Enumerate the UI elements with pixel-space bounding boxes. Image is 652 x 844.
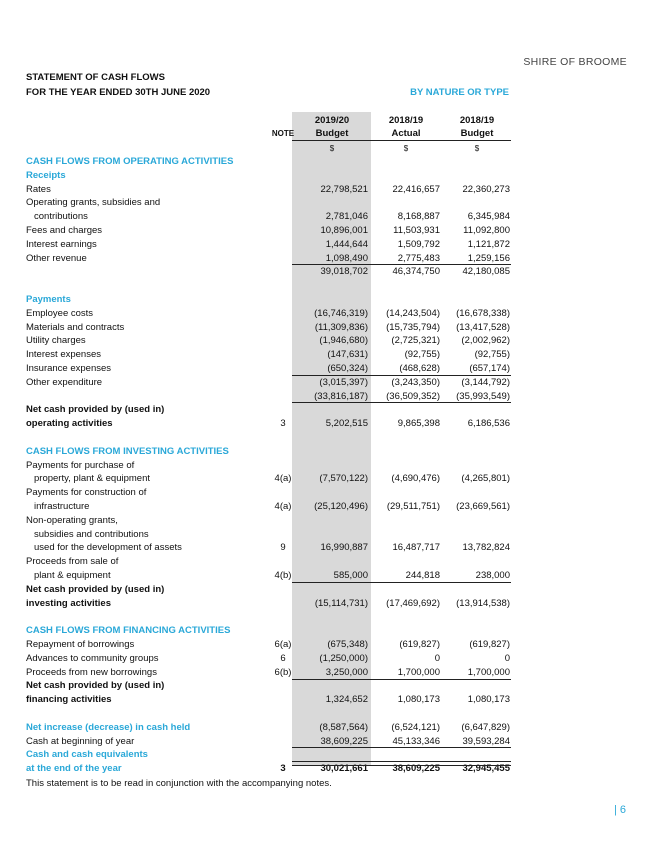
- value-2019-20-budget: 38,609,225: [320, 735, 368, 747]
- value-2018-19-budget: 1,080,173: [467, 694, 510, 706]
- table-row: [26, 334, 512, 348]
- value-2018-19-actual: 22,416,657: [392, 183, 440, 195]
- row-label: Net cash provided by (used in): [26, 583, 165, 595]
- subtotal-line-investing: [292, 582, 511, 583]
- row-label: operating activities: [26, 418, 113, 430]
- value-2019-20-budget: (1,250,000): [319, 652, 368, 664]
- table-row: [26, 293, 512, 307]
- value-2018-19-actual: (3,243,350): [391, 376, 440, 388]
- value-2018-19-actual: 11,503,931: [393, 225, 440, 236]
- row-note: 4(b): [274, 570, 292, 581]
- value-2019-20-budget: (3,015,397): [319, 376, 368, 388]
- value-2018-19-budget: 13,782,824: [462, 542, 510, 554]
- statement-title: STATEMENT OF CASH FLOWS: [26, 72, 165, 83]
- table-row: [26, 362, 512, 376]
- header-underline: [292, 140, 511, 141]
- value-2018-19-budget: (6,647,829): [461, 721, 510, 733]
- row-label: Net cash provided by (used in): [26, 680, 165, 692]
- table-row: [26, 155, 512, 169]
- table-row: [26, 196, 512, 210]
- value-2019-20-budget: 1,098,490: [325, 252, 368, 264]
- col2-type: Actual: [391, 128, 421, 139]
- table-row: [26, 610, 512, 624]
- row-label: subsidies and contributions: [34, 528, 149, 540]
- table-row: [26, 555, 512, 569]
- table-row: [26, 541, 512, 555]
- value-2018-19-budget: (619,827): [469, 639, 510, 650]
- value-2018-19-actual: 46,374,750: [392, 266, 440, 278]
- value-2019-20-budget: (25,120,496): [314, 501, 368, 512]
- row-label: Utility charges: [26, 335, 86, 347]
- table-row: [26, 169, 512, 183]
- value-2018-19-actual: (2,725,321): [391, 335, 440, 347]
- statement-period: FOR THE YEAR ENDED 30TH JUNE 2020: [26, 87, 211, 98]
- table-row: [26, 238, 512, 252]
- row-label: Payments for purchase of: [26, 459, 135, 471]
- table-row: [26, 183, 512, 197]
- col2-currency: $: [403, 144, 409, 153]
- value-2019-20-budget: 585,000: [333, 570, 368, 581]
- value-2018-19-actual: 16,487,717: [392, 542, 440, 554]
- value-2018-19-actual: 244,818: [405, 570, 440, 581]
- value-2018-19-actual: 2,775,483: [397, 252, 440, 264]
- table-row: [26, 597, 512, 611]
- table-row: [26, 431, 512, 445]
- value-2018-19-budget: (92,755): [474, 349, 510, 361]
- value-2018-19-budget: (16,678,338): [456, 307, 510, 319]
- value-2019-20-budget: (33,816,187): [314, 390, 368, 402]
- row-label: plant & equipment: [34, 570, 111, 581]
- value-2019-20-budget: (675,348): [327, 639, 368, 650]
- row-note: 6: [280, 652, 286, 664]
- value-2018-19-budget: (657,174): [469, 363, 510, 374]
- row-label: Net increase (decrease) in cash held: [26, 721, 191, 733]
- value-2018-19-actual: 38,609,225: [392, 763, 440, 775]
- value-2018-19-actual: (17,469,692): [386, 597, 440, 609]
- value-2019-20-budget: 1,324,652: [325, 694, 368, 706]
- value-2019-20-budget: 30,021,661: [320, 763, 368, 775]
- table-row: [26, 583, 512, 597]
- column-header-row-2: [26, 127, 512, 141]
- value-2018-19-actual: (619,827): [399, 639, 440, 650]
- table-row: [26, 445, 512, 459]
- table-row: [26, 624, 512, 638]
- row-label: Fees and charges: [26, 225, 103, 236]
- column-header-row-1: [26, 114, 512, 128]
- value-2019-20-budget: (8,587,564): [319, 721, 368, 733]
- value-2018-19-budget: 39,593,284: [462, 735, 510, 747]
- row-label: Net cash provided by (used in): [26, 404, 165, 416]
- row-label: financing activities: [26, 694, 112, 706]
- value-2018-19-budget: (3,144,792): [461, 376, 510, 388]
- value-2019-20-budget: 2,781,046: [325, 211, 368, 223]
- value-2018-19-budget: 0: [504, 652, 510, 664]
- value-2018-19-actual: (14,243,504): [386, 307, 440, 319]
- value-2018-19-budget: 6,345,984: [467, 211, 510, 223]
- value-2018-19-budget: 1,259,156: [467, 252, 510, 264]
- table-row: [26, 265, 512, 279]
- table-row: [26, 528, 512, 542]
- table-row: [26, 638, 512, 652]
- value-2018-19-actual: (4,690,476): [391, 473, 440, 485]
- row-label: Repayment of borrowings: [26, 639, 135, 650]
- row-label: Interest earnings: [26, 238, 97, 250]
- row-label: CASH FLOWS FROM INVESTING ACTIVITIES: [26, 445, 229, 457]
- subtotal-line-operating: [292, 402, 511, 403]
- col3-year: 2018/19: [459, 115, 495, 126]
- value-2018-19-actual: (6,524,121): [391, 721, 440, 733]
- value-2019-20-budget: (15,114,731): [314, 597, 368, 609]
- row-label: CASH FLOWS FROM FINANCING ACTIVITIES: [26, 625, 231, 637]
- row-label: Insurance expenses: [26, 363, 112, 374]
- row-label: Other expenditure: [26, 376, 103, 388]
- value-2018-19-actual: (29,511,751): [386, 501, 440, 512]
- value-2018-19-budget: 42,180,085: [462, 266, 510, 278]
- value-2018-19-actual: (15,735,794): [386, 321, 440, 333]
- row-label: Receipts: [26, 169, 66, 181]
- organization-name: SHIRE OF BROOME: [523, 56, 627, 68]
- table-row: [26, 307, 512, 321]
- value-2019-20-budget: 1,444,644: [325, 238, 368, 250]
- currency-row: [26, 142, 512, 156]
- note-header: NOTE: [271, 129, 295, 138]
- table-row: [26, 666, 512, 680]
- row-note: 4(a): [274, 501, 292, 512]
- value-2018-19-actual: (468,628): [399, 363, 440, 374]
- row-label: Cash and cash equivalents: [26, 749, 148, 761]
- table-row: [26, 652, 512, 666]
- table-row: [26, 403, 512, 417]
- subtotal-line-financing: [292, 679, 511, 680]
- table-row: [26, 679, 512, 693]
- row-note: 3: [280, 763, 286, 775]
- row-label: infrastructure: [34, 501, 90, 512]
- value-2018-19-budget: 6,186,536: [467, 418, 510, 430]
- row-label: Proceeds from sale of: [26, 556, 119, 568]
- value-2018-19-actual: 1,080,173: [397, 694, 440, 706]
- value-2018-19-budget: 1,700,000: [467, 666, 510, 678]
- value-2018-19-budget: 32,945,455: [462, 763, 510, 775]
- value-2019-20-budget: 16,990,887: [320, 542, 368, 554]
- subtotal-line-receipts: [292, 264, 511, 265]
- row-label: property, plant & equipment: [34, 473, 151, 485]
- table-row: [26, 376, 512, 390]
- row-label: CASH FLOWS FROM OPERATING ACTIVITIES: [26, 156, 234, 167]
- value-2019-20-budget: (16,746,319): [314, 307, 368, 319]
- value-2018-19-budget: (13,914,538): [456, 597, 510, 609]
- table-row: [26, 224, 512, 238]
- value-2018-19-budget: 238,000: [475, 570, 510, 581]
- row-note: 6(b): [274, 666, 292, 678]
- table-row: [26, 569, 512, 583]
- row-label: Other revenue: [26, 252, 87, 264]
- table-row: [26, 321, 512, 335]
- table-row: [26, 707, 512, 721]
- row-label: Non-operating grants,: [26, 514, 118, 526]
- row-label: investing activities: [26, 597, 112, 609]
- table-row: [26, 459, 512, 473]
- row-label: used for the development of assets: [34, 542, 182, 554]
- row-label: Employee costs: [26, 307, 94, 319]
- table-row: [26, 417, 512, 431]
- table-row: [26, 279, 512, 293]
- row-label: Interest expenses: [26, 349, 101, 361]
- row-label: Cash at beginning of year: [26, 735, 135, 747]
- row-label: Payments for construction of: [26, 487, 147, 499]
- col3-type: Budget: [460, 128, 494, 139]
- double-underline-cash: [292, 761, 511, 766]
- value-2018-19-budget: 11,092,800: [463, 225, 510, 236]
- col3-currency: $: [474, 144, 480, 153]
- value-2018-19-budget: (13,417,528): [456, 321, 510, 333]
- value-2018-19-actual: (36,509,352): [386, 390, 440, 402]
- total-line-cash: [292, 747, 511, 748]
- value-2019-20-budget: 22,798,521: [320, 183, 368, 195]
- table-row: [26, 348, 512, 362]
- col1-year: 2019/20: [314, 115, 350, 126]
- value-2018-19-actual: 45,133,346: [392, 735, 440, 747]
- col2-year: 2018/19: [388, 115, 424, 126]
- table-row: [26, 514, 512, 528]
- row-label: Payments: [26, 294, 71, 305]
- table-row: [26, 486, 512, 500]
- value-2018-19-budget: (2,002,962): [461, 335, 510, 347]
- row-note: 6(a): [274, 639, 292, 650]
- row-label: contributions: [34, 211, 88, 223]
- row-label: Materials and contracts: [26, 321, 125, 333]
- page-number: | 6: [613, 804, 626, 816]
- value-2019-20-budget: (11,309,836): [314, 321, 368, 333]
- value-2019-20-budget: 39,018,702: [320, 266, 368, 278]
- footnote: This statement is to be read in conjunction with the accompanying notes.: [26, 778, 332, 789]
- value-2018-19-actual: 8,168,887: [397, 211, 440, 223]
- value-2018-19-actual: 9,865,398: [397, 418, 440, 430]
- col1-type: Budget: [315, 128, 349, 139]
- value-2018-19-actual: 1,509,792: [397, 238, 440, 250]
- table-row: [26, 210, 512, 224]
- value-2019-20-budget: (7,570,122): [319, 473, 368, 485]
- value-2018-19-budget: 1,121,872: [467, 238, 510, 250]
- value-2018-19-budget: (23,669,561): [456, 501, 510, 512]
- value-2018-19-budget: 22,360,273: [462, 183, 510, 195]
- subtotal-line-payments: [292, 375, 511, 376]
- row-label: Advances to community groups: [26, 652, 159, 664]
- col1-currency: $: [329, 144, 335, 153]
- value-2019-20-budget: (650,324): [327, 363, 368, 374]
- value-2018-19-budget: (35,993,549): [456, 390, 510, 402]
- value-2019-20-budget: (1,946,680): [319, 335, 368, 347]
- row-note: 3: [280, 418, 286, 430]
- table-row: [26, 721, 512, 735]
- row-note: 4(a): [274, 473, 292, 485]
- table-row: [26, 500, 512, 514]
- row-label: Proceeds from new borrowings: [26, 666, 157, 678]
- value-2018-19-actual: (92,755): [404, 349, 440, 361]
- value-2018-19-actual: 0: [434, 652, 440, 664]
- row-label: at the end of the year: [26, 763, 122, 775]
- table-row: [26, 693, 512, 707]
- value-2018-19-budget: (4,265,801): [461, 473, 510, 485]
- row-label: Rates: [26, 183, 51, 195]
- row-note: 9: [280, 542, 286, 554]
- value-2019-20-budget: 5,202,515: [325, 418, 368, 430]
- table-row: [26, 472, 512, 486]
- nature-or-type-label: BY NATURE OR TYPE: [410, 87, 509, 98]
- value-2019-20-budget: 10,896,001: [320, 225, 368, 236]
- row-label: Operating grants, subsidies and: [26, 197, 161, 209]
- value-2019-20-budget: (147,631): [327, 349, 368, 361]
- value-2019-20-budget: 3,250,000: [325, 666, 368, 678]
- value-2018-19-actual: 1,700,000: [397, 666, 440, 678]
